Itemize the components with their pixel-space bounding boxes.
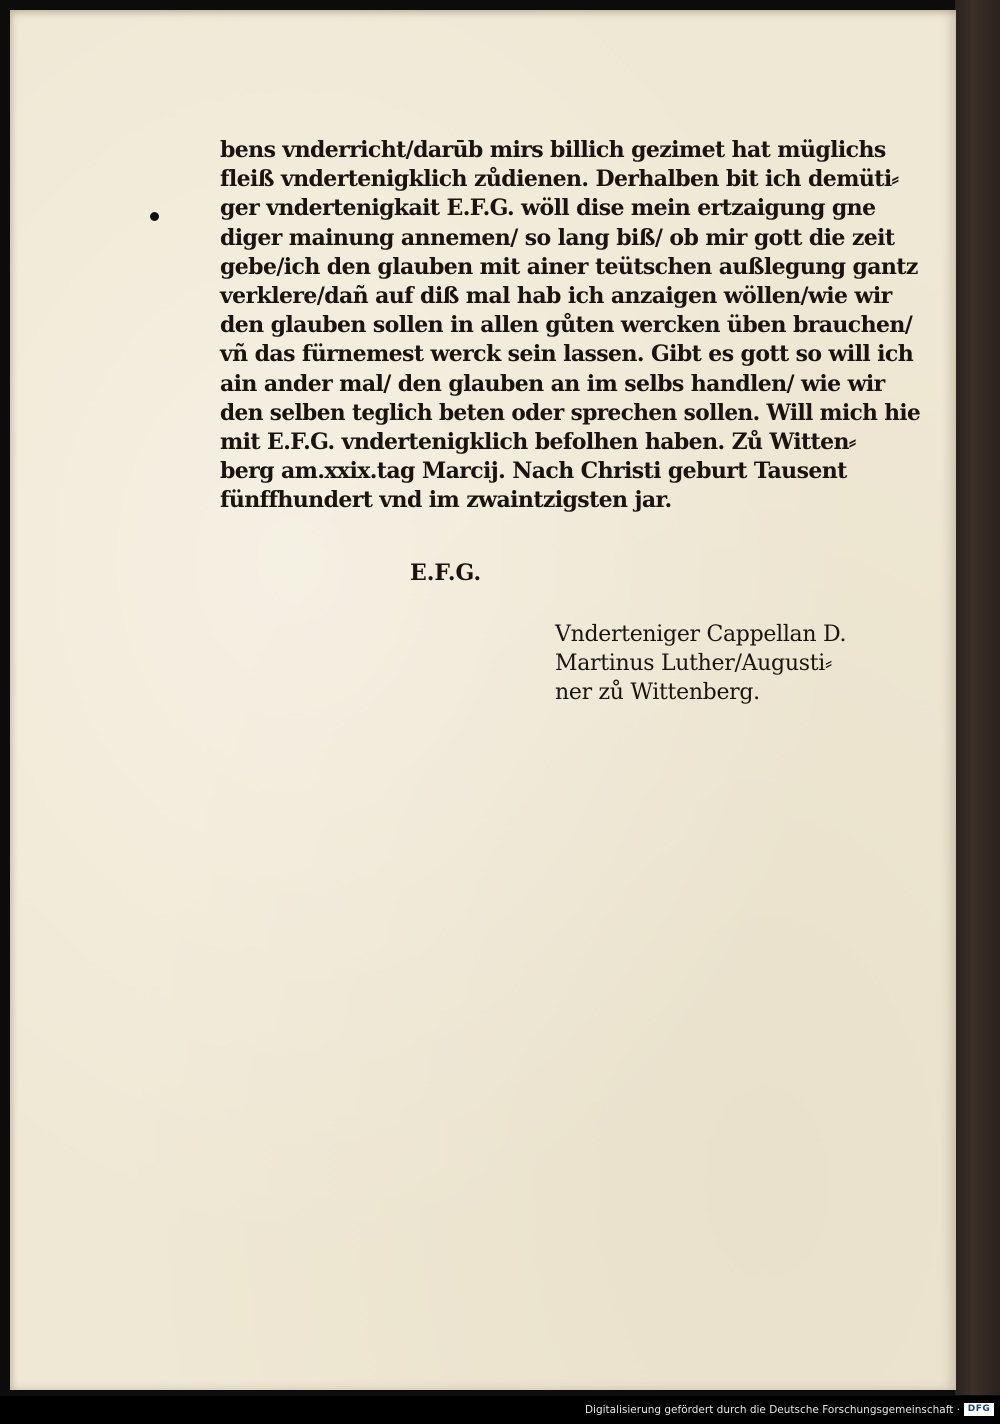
dfg-logo: DFG: [964, 1403, 994, 1416]
text-line: bens vnderricht/darūb mirs billich gezimet hat müglichs: [220, 137, 886, 163]
footer-bar: [0, 1396, 1000, 1424]
text-line: mit E.F.G. vndertenigklich befolhen haben. Zů Witten⸗: [220, 428, 856, 455]
text-line: ger vndertenigkait E.F.G. wöll dise mein ertzaigung gne: [220, 195, 876, 222]
text-line: vñ das fürnemest werck sein lassen. Gibt es gott so will ich: [220, 341, 914, 368]
margin-mark: [150, 212, 159, 221]
text-line: verklere/dañ auf diß mal hab ich anzaigen wöllen/wie wir: [220, 282, 892, 309]
text-line: den glauben sollen in allen gůten wercken üben brauchen/: [220, 312, 913, 339]
main-text-block: [220, 136, 920, 515]
signature-line: Martinus Luther/Augusti⸗: [555, 651, 832, 676]
text-line: den selben teglich beten oder sprechen sollen. Will mich hie: [220, 399, 921, 426]
text-line: ain ander mal/ den glauben an im selbs handlen/ wie wir: [220, 370, 885, 397]
text-line: gebe/ich den glauben mit ainer teütschen außlegung gantz: [220, 253, 918, 280]
text-line: diger mainung annemen/ so lang biß/ ob mir gott die zeit: [220, 224, 895, 251]
signature-line: Vnderteniger Cappellan D.: [555, 622, 847, 647]
text-line: fünffhundert vnd im zwaintzigsten jar.: [220, 487, 672, 514]
text-line: berg am.xxix.tag Marcij. Nach Christi geburt Tausent: [220, 458, 847, 485]
signature-block: [555, 620, 846, 707]
text-line: fleiß vndertenigklich zůdienen. Derhalben bit ich demüti⸗: [220, 166, 899, 193]
footer-credit: Digitalisierung gefördert durch die Deutsche Forschungsgemeinschaft ·: [584, 1404, 960, 1416]
book-cover-edge: [955, 0, 1000, 1395]
closing-initials: E.F.G.: [410, 560, 482, 586]
signature-line: ner zů Wittenberg.: [555, 680, 760, 705]
